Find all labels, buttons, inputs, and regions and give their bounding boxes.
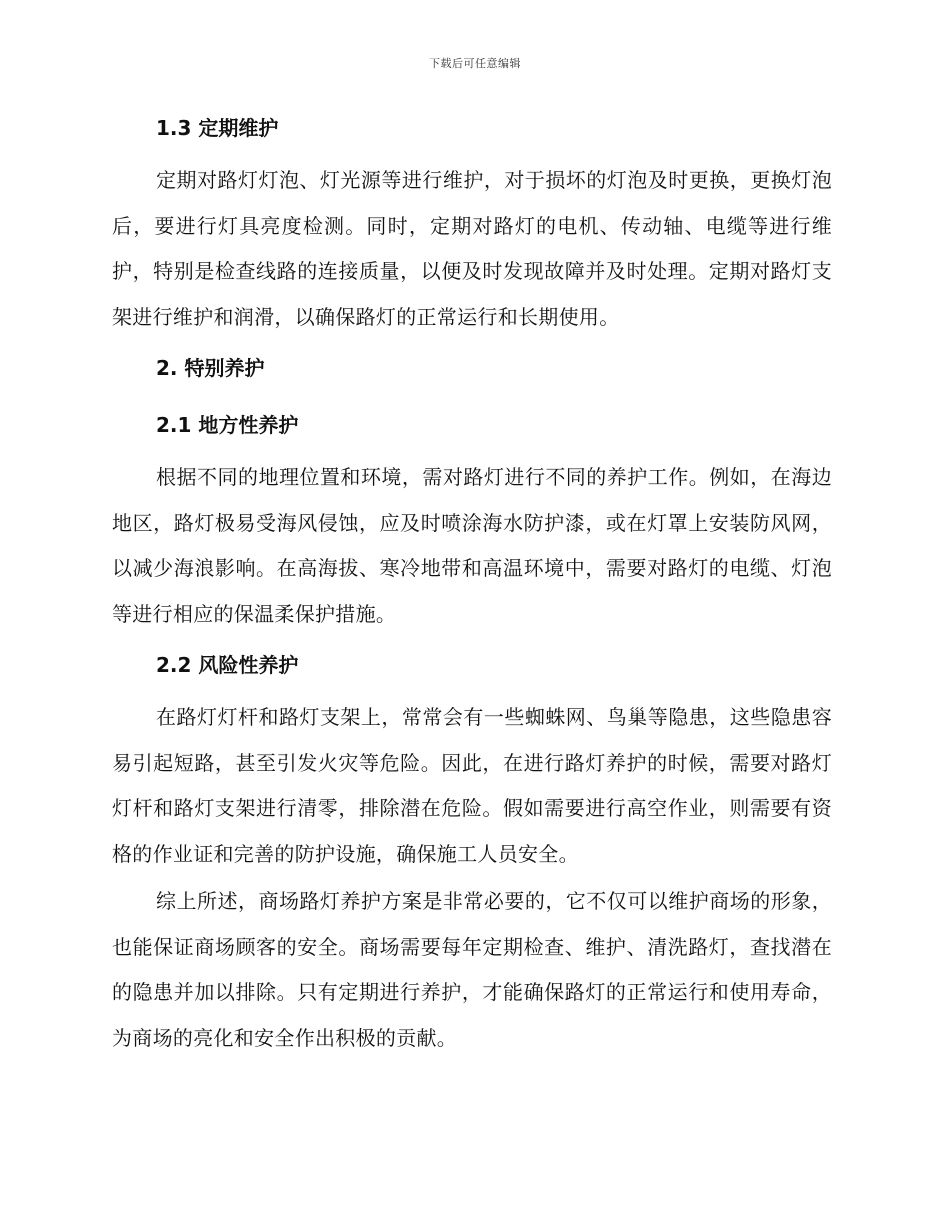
section-paragraph-1-3: 定期对路灯灯泡、灯光源等进行维护，对于损坏的灯泡及时更换，更换灯泡后，要进行灯具亮度检测。同时，定期对路灯的电机、传动轴、电缆等进行维护，特别是检查线路的连接质量，以便及时发现故障并及时处理。定期对路灯支架进行维护和润滑，以确保路灯的正常运行和长期使用。	[112, 168, 832, 329]
section-paragraph-2-2: 在路灯灯杆和路灯支架上，常常会有一些蜘蛛网、鸟巢等隐患，这些隐患容易引起短路，甚至引发火灾等危险。因此，在进行路灯养护的时候，需要对路灯灯杆和路灯支架进行清零，排除潜在危险。假如需要进行高空作业，则需要有资格的作业证和完善的防护设施，确保施工人员安全。	[112, 705, 832, 866]
section-heading-2: 2. 特别养护	[156, 356, 265, 380]
document-body	[112, 112, 832, 1061]
section-heading-2-2: 2.2 风险性养护	[156, 653, 299, 677]
conclusion-paragraph: 综上所述，商场路灯养护方案是非常必要的，它不仅可以维护商场的形象，也能保证商场顾客的安全。商场需要每年定期检查、维护、清洗路灯，查找潜在的隐患并加以排除。只有定期进行养护，才能确保路灯的正常运行和使用寿命，为商场的亮化和安全作出积极的贡献。	[112, 889, 832, 1050]
page-header-note: 下载后可任意编辑	[429, 57, 521, 70]
section-paragraph-2-1: 根据不同的地理位置和环境，需对路灯进行不同的养护工作。例如，在海边地区，路灯极易受海风侵蚀，应及时喷涂海水防护漆，或在灯罩上安装防风网，以减少海浪影响。在高海拔、寒冷地带和高温环境中，需要对路灯的电缆、灯泡等进行相应的保温柔保护措施。	[112, 465, 832, 626]
section-heading-1-3: 1.3 定期维护	[156, 116, 279, 140]
section-heading-2-1: 2.1 地方性养护	[156, 413, 299, 437]
